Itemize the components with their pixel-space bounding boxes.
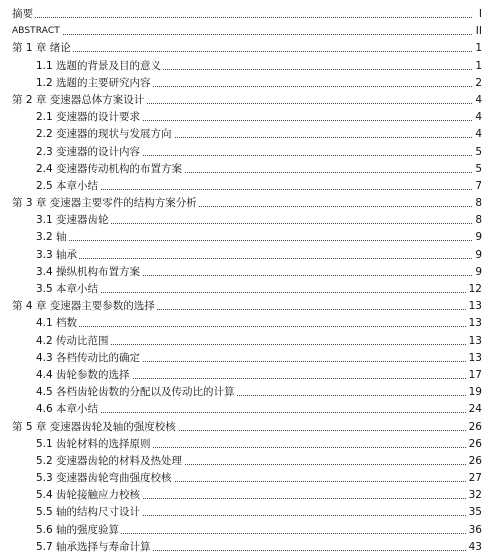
toc-section-entry[interactable] (0, 58, 490, 75)
toc-page-number: 24 (467, 401, 482, 418)
toc-page-number: 26 (467, 436, 482, 453)
toc-entry-title: 5.2 变速器齿轮的材料及热处理 (36, 453, 184, 470)
toc-entry-title: 5.4 齿轮接触应力校核 (36, 487, 142, 504)
toc-section-entry[interactable] (0, 229, 490, 246)
toc-entry-title: 3.3 轴承 (36, 247, 79, 264)
toc-entry-title: 5.3 变速器齿轮弯曲强度校核 (36, 470, 174, 487)
toc-entry-title: 3.5 本章小结 (36, 281, 100, 298)
toc-entry-title: 1.2 选题的主要研究内容 (36, 75, 153, 92)
toc-chapter-entry[interactable] (0, 40, 490, 57)
toc-entry-title: 第 3 章 变速器主要零件的结构方案分析 (12, 195, 199, 212)
toc-entry-title: 2.1 变速器的设计要求 (36, 109, 142, 126)
toc-entry-title: 4.3 各档传动比的确定 (36, 350, 142, 367)
toc-section-entry[interactable] (0, 126, 490, 143)
toc-section-entry[interactable] (0, 539, 490, 556)
toc-page-number: 12 (467, 281, 482, 298)
toc-section-entry[interactable] (0, 247, 490, 264)
toc-section-entry[interactable] (0, 522, 490, 539)
toc-dot-leader (12, 51, 476, 52)
toc-page-number: 9 (472, 247, 482, 264)
toc-entry-title: 2.2 变速器的现状与发展方向 (36, 126, 174, 143)
toc-page-number: 32 (467, 487, 482, 504)
toc-section-entry[interactable] (0, 333, 490, 350)
toc-entry-title: 第 2 章 变速器总体方案设计 (12, 92, 146, 109)
toc-entry-title: 3.4 操纵机构布置方案 (36, 264, 142, 281)
toc-page-number: 4 (472, 126, 482, 143)
toc-chapter-entry[interactable] (0, 92, 490, 109)
toc-section-entry[interactable] (0, 470, 490, 487)
toc-section-entry[interactable] (0, 487, 490, 504)
toc-page-number: 4 (472, 109, 482, 126)
toc-entry-title: 4.1 档数 (36, 315, 79, 332)
toc-page-number: 26 (467, 419, 482, 436)
toc-entry-title: 5.5 轴的结构尺寸设计 (36, 504, 142, 521)
toc-entry-title: 1.1 选题的背景及目的意义 (36, 58, 163, 75)
toc-page-number: 35 (467, 504, 482, 521)
toc-entry-title: 5.7 轴承选择与寿命计算 (36, 539, 153, 556)
toc-entry-title: 4.5 各档齿轮齿数的分配以及传动比的计算 (36, 384, 237, 401)
toc-dot-leader (36, 240, 476, 241)
toc-section-entry[interactable] (0, 350, 490, 367)
toc-dot-leader (12, 34, 476, 35)
toc-section-entry[interactable] (0, 315, 490, 332)
toc-page-number: 27 (467, 470, 482, 487)
toc-page-number: 13 (467, 350, 482, 367)
toc-entry-title: 4.6 本章小结 (36, 401, 100, 418)
toc-section-entry[interactable] (0, 401, 490, 418)
toc-page-number: 5 (472, 144, 482, 161)
toc-chapter-entry[interactable] (0, 419, 490, 436)
toc-page-number: I (472, 6, 482, 23)
toc-entry-title: 4.4 齿轮参数的选择 (36, 367, 132, 384)
toc-page-number: 7 (472, 178, 482, 195)
toc-chapter-entry[interactable] (0, 23, 490, 40)
toc-entry-title: ABSTRACT (12, 23, 62, 40)
toc-section-entry[interactable] (0, 144, 490, 161)
toc-page-number: 5 (472, 161, 482, 178)
toc-page-number: II (472, 23, 482, 40)
toc-entry-title: 3.1 变速器齿轮 (36, 212, 111, 229)
toc-dot-leader (12, 17, 476, 18)
toc-page-number: 1 (472, 58, 482, 75)
toc-section-entry[interactable] (0, 367, 490, 384)
toc-chapter-entry[interactable] (0, 195, 490, 212)
toc-entry-title: 第 1 章 绪论 (12, 40, 73, 57)
toc-page-number: 1 (472, 40, 482, 57)
toc-page-number: 8 (472, 212, 482, 229)
toc-entry-title: 5.1 齿轮材料的选择原则 (36, 436, 153, 453)
toc-page-number: 9 (472, 229, 482, 246)
toc-page-number: 13 (467, 333, 482, 350)
toc-entry-title: 第 4 章 变速器主要参数的选择 (12, 298, 157, 315)
toc-section-entry[interactable] (0, 75, 490, 92)
toc-section-entry[interactable] (0, 161, 490, 178)
toc-chapter-entry[interactable] (0, 298, 490, 315)
toc-page-number: 13 (467, 298, 482, 315)
toc-section-entry[interactable] (0, 384, 490, 401)
table-of-contents (0, 6, 490, 556)
toc-entry-title: 第 5 章 变速器齿轮及轴的强度校核 (12, 419, 178, 436)
toc-entry-title: 3.2 轴 (36, 229, 69, 246)
toc-page-number: 43 (467, 539, 482, 556)
toc-entry-title: 摘要 (12, 6, 35, 23)
toc-page-number: 19 (467, 384, 482, 401)
toc-entry-title: 5.6 轴的强度验算 (36, 522, 121, 539)
toc-dot-leader (36, 258, 476, 259)
toc-dot-leader (36, 189, 476, 190)
toc-section-entry[interactable] (0, 212, 490, 229)
toc-page-number: 26 (467, 453, 482, 470)
toc-page-number: 4 (472, 92, 482, 109)
toc-section-entry[interactable] (0, 109, 490, 126)
toc-section-entry[interactable] (0, 281, 490, 298)
toc-section-entry[interactable] (0, 453, 490, 470)
toc-section-entry[interactable] (0, 264, 490, 281)
toc-dot-leader (36, 292, 476, 293)
toc-chapter-entry[interactable] (0, 6, 490, 23)
toc-entry-title: 2.4 变速器传动机构的布置方案 (36, 161, 184, 178)
toc-entry-title: 2.5 本章小结 (36, 178, 100, 195)
toc-page-number: 17 (467, 367, 482, 384)
toc-entry-title: 4.2 传动比范围 (36, 333, 111, 350)
toc-page-number: 9 (472, 264, 482, 281)
toc-page-number: 36 (467, 522, 482, 539)
toc-entry-title: 2.3 变速器的设计内容 (36, 144, 142, 161)
toc-page-number: 13 (467, 315, 482, 332)
toc-section-entry[interactable] (0, 436, 490, 453)
toc-dot-leader (36, 326, 476, 327)
toc-section-entry[interactable] (0, 178, 490, 195)
toc-page-number: 8 (472, 195, 482, 212)
toc-section-entry[interactable] (0, 504, 490, 521)
toc-page-number: 2 (472, 75, 482, 92)
toc-dot-leader (36, 412, 476, 413)
